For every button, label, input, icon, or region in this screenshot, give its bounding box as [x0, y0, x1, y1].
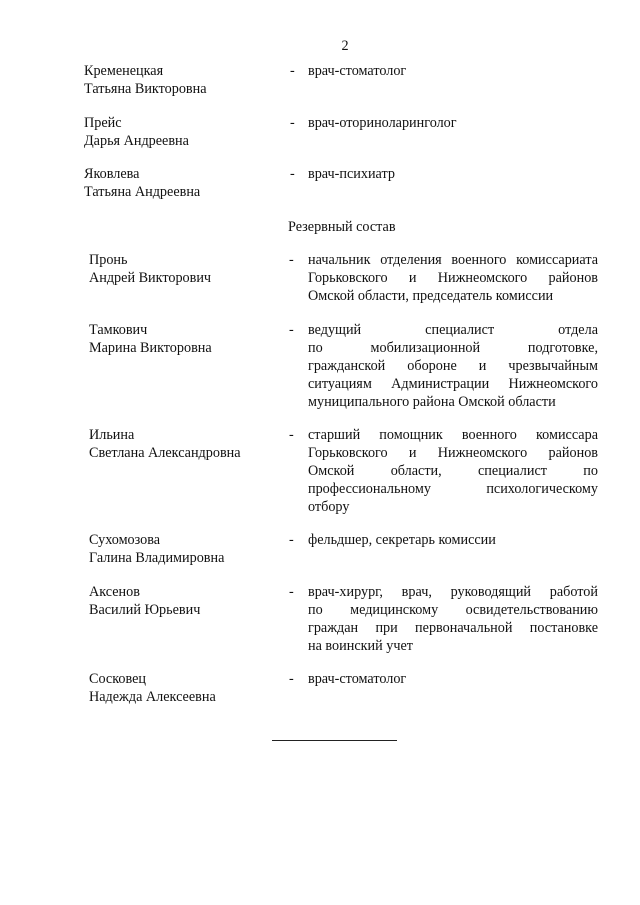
role-line: Омской области, председатель комиссии	[308, 288, 554, 304]
member-role	[308, 114, 598, 132]
member-name	[89, 583, 289, 619]
role-line: Омской области, специалист по	[308, 463, 598, 479]
member-given-names: Татьяна Андреевна	[84, 184, 201, 200]
separator-dash: -	[289, 532, 294, 548]
member-role	[308, 670, 598, 688]
role-line: отбору	[308, 499, 350, 515]
role-line: Горьковского и Нижнеомского районов	[308, 270, 598, 286]
role-line: старший помощник военного комиссара	[308, 427, 598, 443]
member-role	[308, 531, 598, 549]
member-surname: Сосковец	[89, 671, 146, 687]
member-name	[84, 165, 284, 201]
role-line: по медицинскому освидетельствованию	[308, 602, 598, 618]
member-surname: Аксенов	[89, 584, 140, 600]
role-line: профессиональному психологическому	[308, 481, 598, 497]
member-role	[308, 62, 598, 80]
member-role	[308, 165, 598, 183]
member-given-names: Галина Владимировна	[89, 550, 225, 566]
separator-dash: -	[289, 671, 294, 687]
separator-dash: -	[290, 166, 295, 182]
member-surname: Прейс	[84, 115, 122, 131]
reserve-section-title: Резервный состав	[288, 219, 396, 235]
member-role	[308, 583, 598, 655]
member-given-names: Марина Викторовна	[89, 340, 212, 356]
member-name	[84, 62, 284, 98]
member-name	[84, 114, 284, 150]
member-name	[89, 251, 289, 287]
role-line: начальник отделения военного комиссариата	[308, 252, 598, 268]
member-given-names: Василий Юрьевич	[89, 602, 201, 618]
member-role	[308, 426, 598, 516]
separator-dash: -	[289, 427, 294, 443]
end-of-document-rule	[272, 740, 397, 741]
separator-dash: -	[290, 63, 295, 79]
member-name	[89, 531, 289, 567]
role-line: ведущий специалист отдела	[308, 322, 598, 338]
role-line: на воинский учет	[308, 638, 413, 654]
separator-dash: -	[289, 252, 294, 268]
member-surname: Ильина	[89, 427, 135, 443]
member-given-names: Дарья Андреевна	[84, 133, 189, 149]
member-surname: Пронь	[89, 252, 128, 268]
member-given-names: Татьяна Викторовна	[84, 81, 207, 97]
member-name	[89, 321, 289, 357]
role-line: врач-стоматолог	[308, 671, 407, 687]
member-given-names: Светлана Александровна	[89, 445, 241, 461]
role-line: Горьковского и Нижнеомского районов	[308, 445, 598, 461]
member-given-names: Андрей Викторович	[89, 270, 212, 286]
role-line: гражданской обороне и чрезвычайным	[308, 358, 598, 374]
member-name	[89, 670, 289, 706]
member-surname: Яковлева	[84, 166, 140, 182]
role-line: по мобилизационной подготовке,	[308, 340, 598, 356]
role-line: муниципального района Омской области	[308, 394, 556, 410]
separator-dash: -	[290, 115, 295, 131]
separator-dash: -	[289, 584, 294, 600]
member-role	[308, 321, 598, 411]
role-line: врач-психиатр	[308, 166, 395, 182]
member-name	[89, 426, 289, 462]
role-line: врач-стоматолог	[308, 63, 407, 79]
role-line: врач-хирург, врач, руководящий работой	[308, 584, 598, 600]
member-surname: Кременецкая	[84, 63, 164, 79]
page-number: 2	[341, 38, 349, 54]
role-line: граждан при первоначальной постановке	[308, 620, 598, 636]
separator-dash: -	[289, 322, 294, 338]
member-surname: Тамкович	[89, 322, 148, 338]
role-line: врач-оториноларинголог	[308, 115, 457, 131]
role-line: ситуациям Администрации Нижнеомского	[308, 376, 598, 392]
member-given-names: Надежда Алексеевна	[89, 689, 216, 705]
member-surname: Сухомозова	[89, 532, 161, 548]
role-line: фельдшер, секретарь комиссии	[308, 532, 496, 548]
member-role	[308, 251, 598, 305]
